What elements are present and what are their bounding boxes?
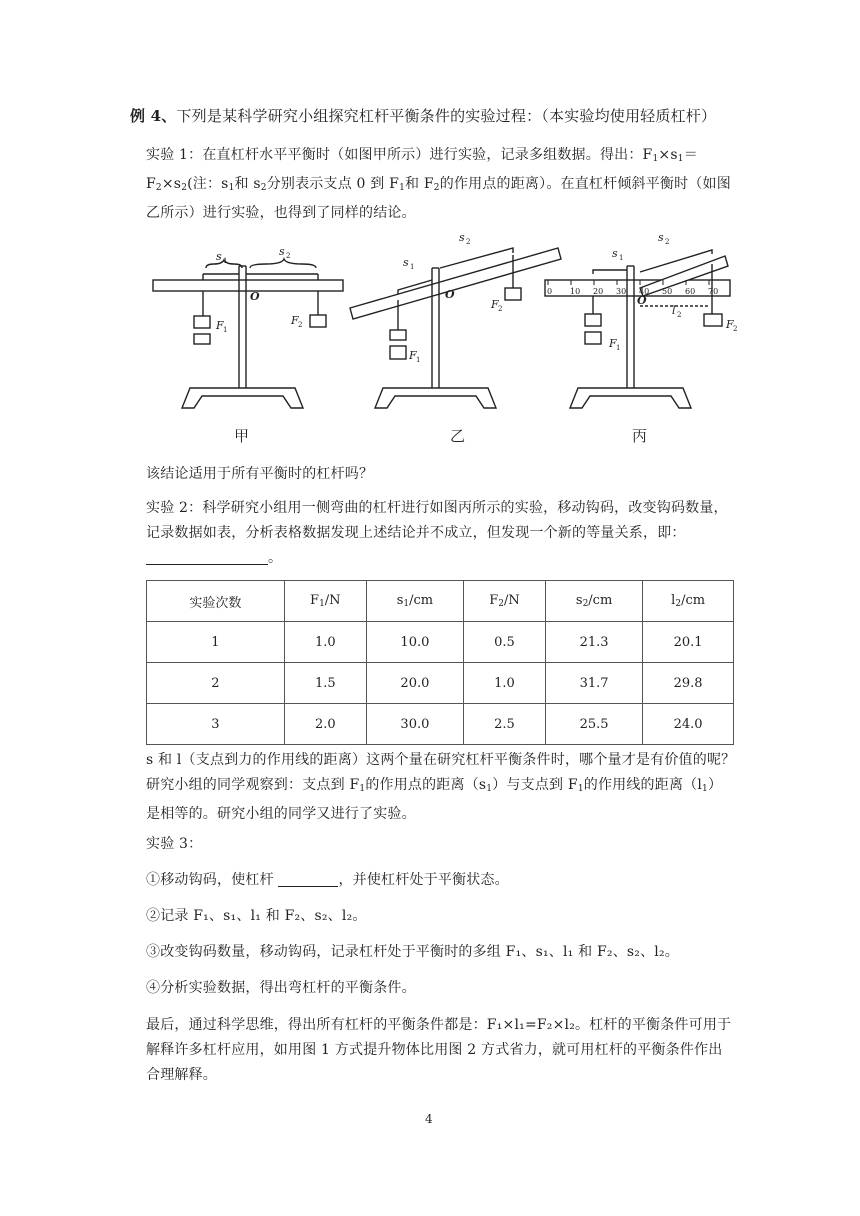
svg-text:F: F [491, 298, 499, 311]
svg-text:1: 1 [410, 263, 415, 271]
svg-text:2: 2 [733, 325, 738, 333]
figure-bing [545, 250, 730, 408]
header-cell: $F_2/N$ [464, 581, 546, 622]
experiment-2-paragraph: 实验 2：科学研究小组用一侧弯曲的杠杆进行如图丙所示的实验，移动钩码，改变钩码数量，记录数据如表，分析表格数据发现上述结论并不成立，但发现一个新的等量关系，即：。 [146, 500, 728, 566]
example-label: 例 4、 [130, 107, 177, 125]
svg-text:2: 2 [677, 311, 682, 319]
svg-text:2: 2 [466, 238, 471, 246]
svg-text:s: s [403, 256, 409, 269]
svg-text:F: F [291, 314, 299, 327]
header-cell: $F_1/N$ [284, 581, 366, 622]
ruler-tick-label: 40 [639, 287, 650, 296]
example-text: 下列是某科学研究小组探究杠杆平衡条件的实验过程：（本实验均使用轻质杠杆） [176, 107, 717, 125]
svg-text:s: s [658, 231, 664, 244]
svg-text:2: 2 [498, 305, 503, 313]
figure-yi [350, 248, 561, 408]
example-heading [130, 104, 720, 129]
svg-text:1: 1 [223, 326, 228, 334]
header-cell: $l_2/cm$ [643, 581, 734, 622]
svg-text:2: 2 [298, 321, 303, 329]
svg-text:F: F [609, 337, 617, 350]
answer-blank[interactable] [146, 549, 268, 565]
l2-label: l [672, 304, 676, 317]
svg-text:1: 1 [416, 356, 421, 364]
svg-text:F: F [726, 318, 734, 331]
svg-text:1: 1 [619, 254, 624, 262]
ruler-tick-label: 0 [547, 287, 553, 296]
header-cell: $s_1/cm$ [366, 581, 463, 622]
ruler-tick-label: 10 [570, 287, 581, 296]
svg-text:s: s [612, 247, 618, 260]
page-number: 4 [425, 1112, 433, 1126]
ruler-tick-label: 50 [662, 287, 673, 296]
step-3: ③改变钩码数量，移动钩码，记录杠杆处于平衡时的多组 F₁、s₁、l₁ 和 F₂、s₂、l₂。 [146, 944, 679, 960]
step-2: ②记录 F₁、s₁、l₁ 和 F₂、s₂、l₂。 [146, 908, 367, 924]
ruler-tick-label: 60 [685, 287, 696, 296]
header-cell: $s_2/cm$ [545, 581, 642, 622]
svg-text:1: 1 [223, 257, 228, 265]
pivot-o-label: O [250, 290, 260, 303]
table-row: 2 1.5 20.0 1.0 31.7 29.8 [147, 663, 734, 704]
final-paragraph: 最后，通过科学思维，得出所有杠杆的平衡条件都是：F₁×l₁=F₂×l₂。杠杆的平衡条件可用于解释许多杠杆应用，如用图 1 方式提升物体比用图 2 方式省力，就可用杠杆的平衡条件作出合理解释。 [146, 1017, 732, 1083]
table-header-row [147, 581, 734, 622]
figure-jia [153, 259, 343, 408]
ruler-tick-label: 20 [593, 287, 604, 296]
experiment-3-title: 实验 3： [146, 836, 203, 852]
svg-text:F: F [409, 349, 417, 362]
svg-text:O: O [445, 288, 455, 301]
step-4: ④分析实验数据，得出弯杠杆的平衡条件。 [146, 980, 416, 996]
experiment-1-paragraph: 实验 1：在直杠杆水平平衡时（如图甲所示）进行实验，记录多组数据。得出：$F_1\times s_1=F_2\times s_2$(注：$s_1$和 $s_2$分别表示支点 0 到 $F_1$和 $F_2$的作用点的距离）。在直杠杆倾斜平衡时（如图乙所示）进行实验，也得到了同样的结论。 [146, 147, 731, 221]
svg-text:2: 2 [286, 252, 291, 260]
step1-blank[interactable] [278, 871, 338, 887]
figure-caption-yi: 乙 [450, 427, 466, 445]
ruler-tick-label: 70 [708, 287, 719, 296]
table-row: 1 1.0 10.0 0.5 21.3 20.1 [147, 622, 734, 663]
svg-text:F: F [216, 319, 224, 332]
lever-figures [0, 228, 860, 448]
svg-text:1: 1 [616, 344, 621, 352]
s2-label: s [279, 245, 285, 258]
svg-text:s: s [459, 231, 465, 244]
s1-label: s [216, 250, 222, 263]
table-row: 3 2.0 30.0 2.5 25.5 24.0 [147, 704, 734, 745]
step-1: ①移动钩码，使杠杆 ，并使杠杆处于平衡状态。 [146, 872, 509, 888]
svg-text:2: 2 [665, 238, 670, 246]
header-cell: 实验次数 [147, 581, 285, 622]
ruler-tick-label: 30 [616, 287, 627, 296]
svg-text:O: O [637, 294, 647, 307]
question-paragraph: 该结论适用于所有平衡时的杠杆吗？ [146, 466, 374, 482]
s-l-paragraph: s 和 l（支点到力的作用线的距离）这两个量在研究杠杆平衡条件时，哪个量才是有价值的呢？研究小组的同学观察到：支点到 $F_1$的作用点的距离$(s_1)$与支点到 $F_1$的作用线的距离$(l_1)$是相等的。研究小组的同学又进行了实验。 [146, 752, 736, 822]
figure-caption-bing: 丙 [632, 427, 648, 445]
figure-caption-jia: 甲 [234, 427, 250, 445]
data-table [146, 580, 734, 745]
